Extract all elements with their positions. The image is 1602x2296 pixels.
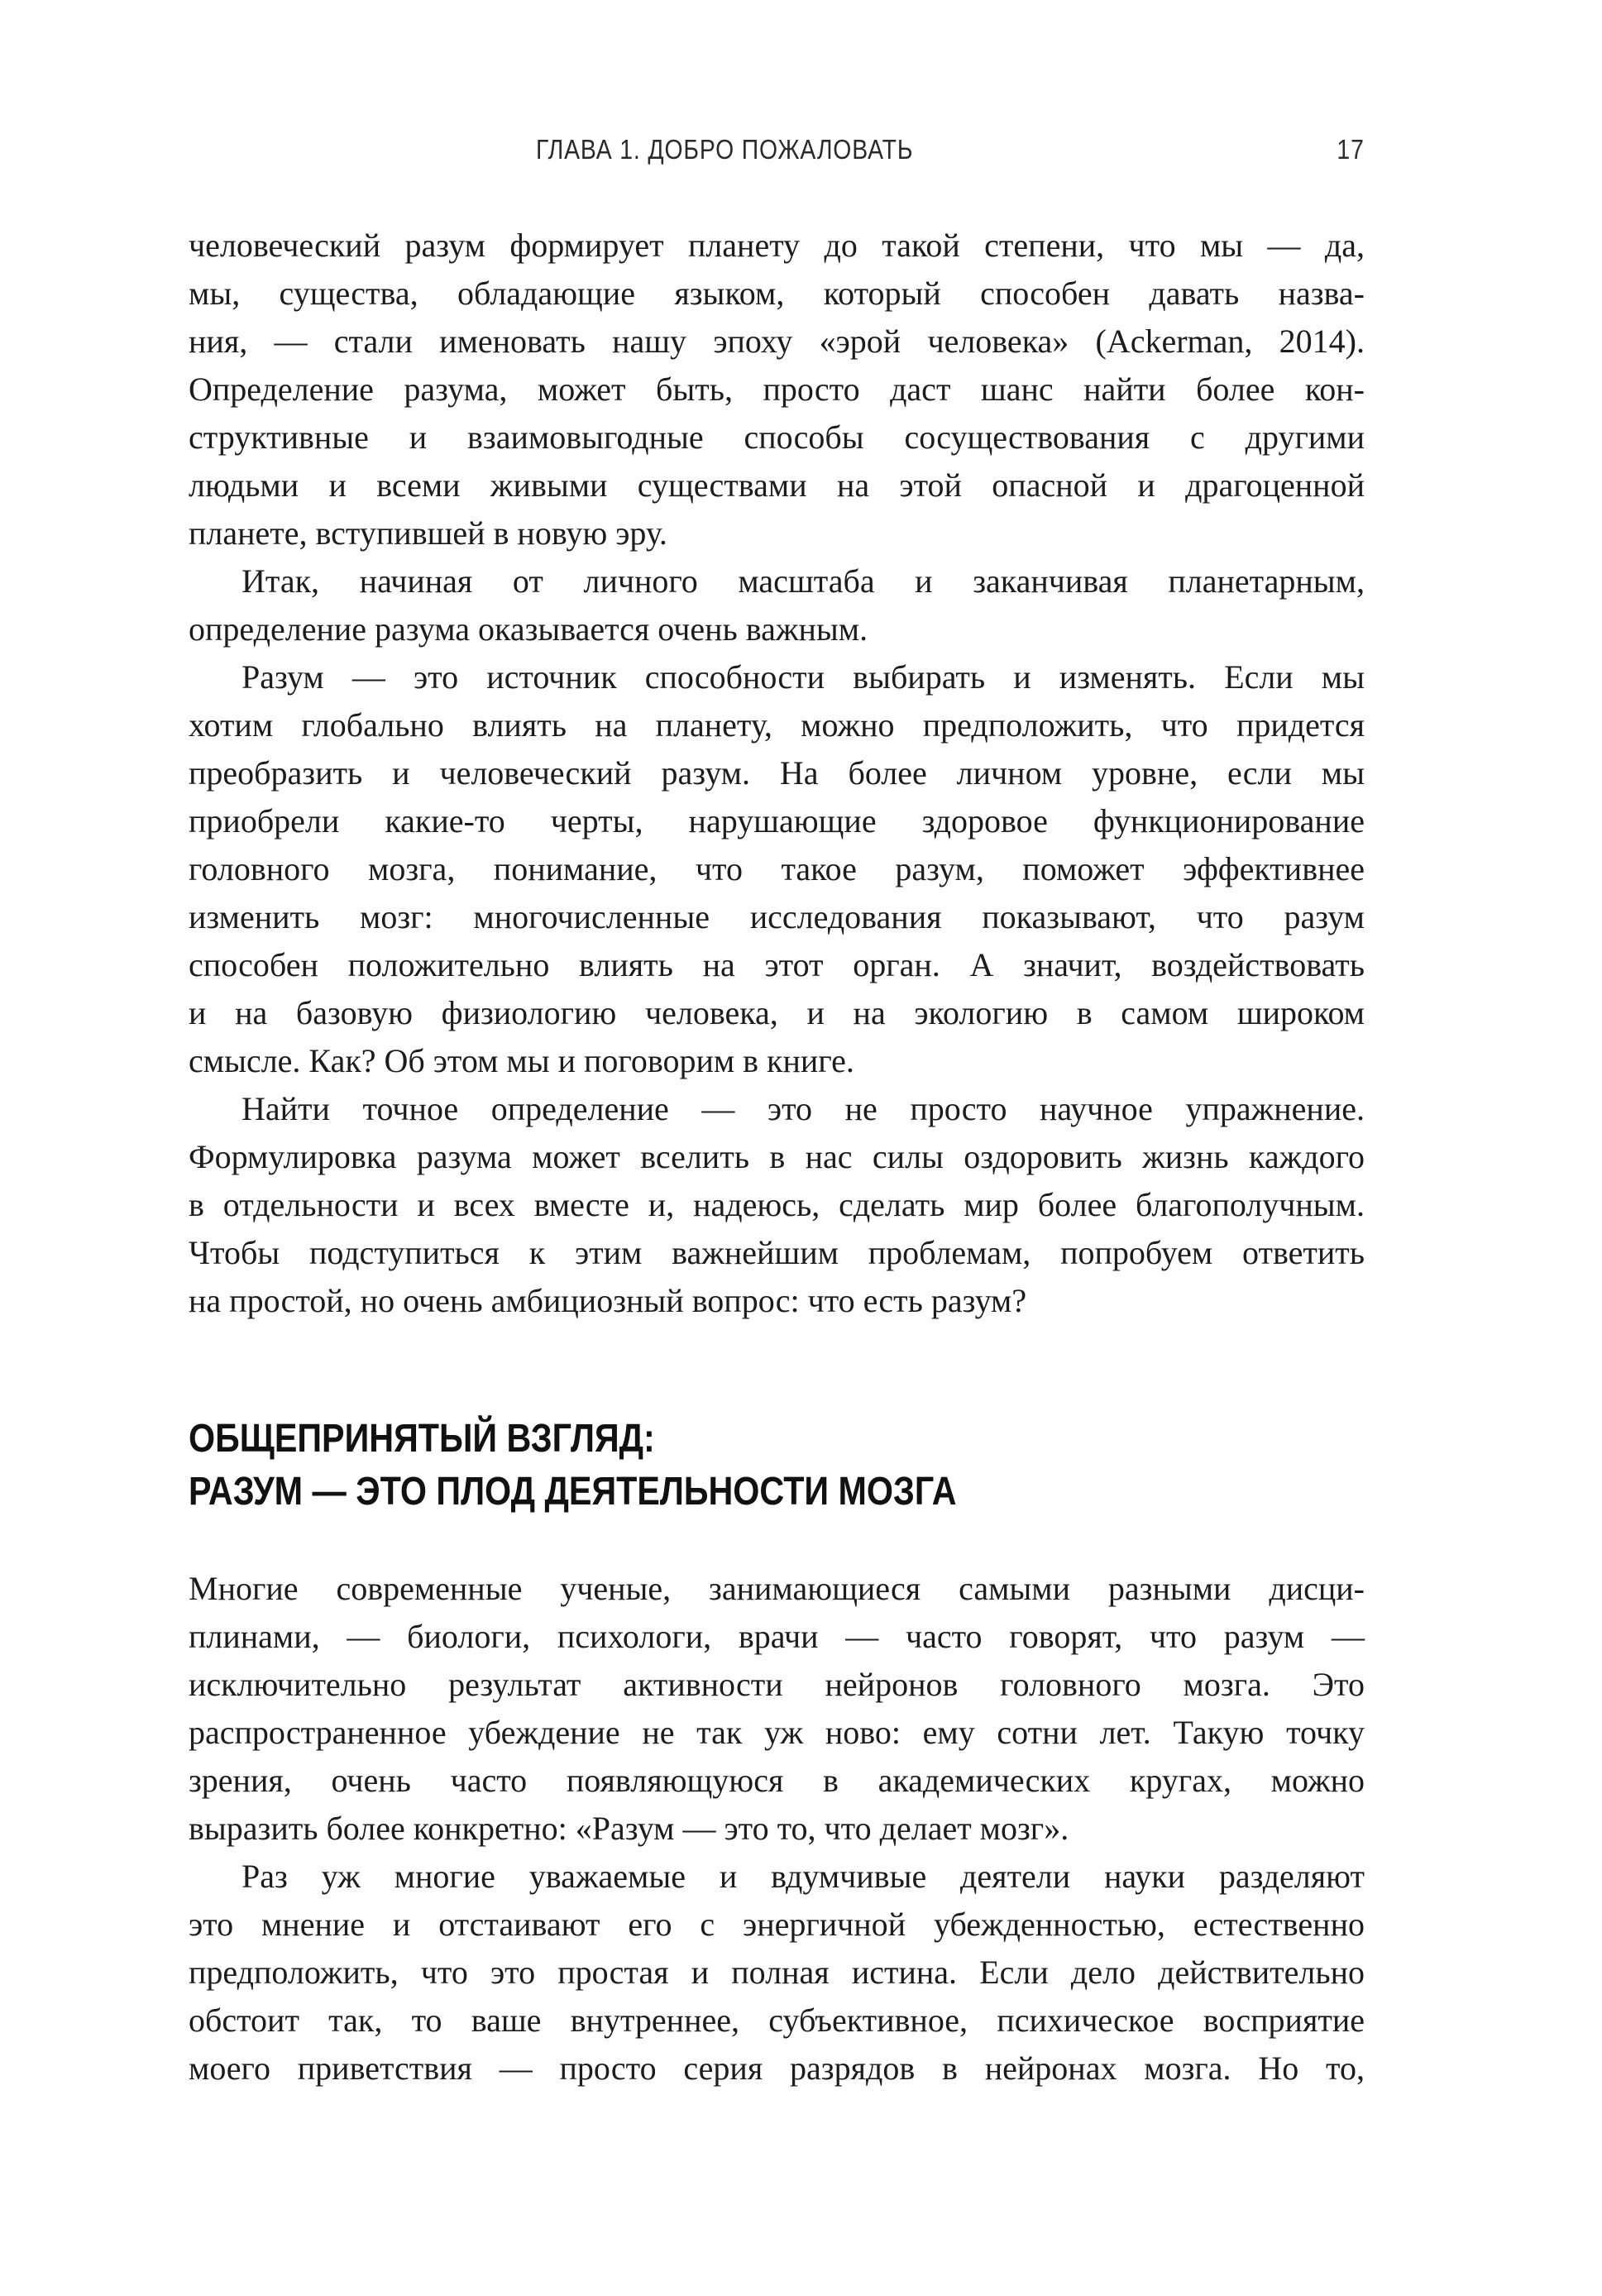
text-line: Найти точное определение — это не просто научное упражнение. xyxy=(241,1090,1365,1127)
text-line: зрения, очень часто появляющуюся в академических кругах, можно xyxy=(189,1762,1365,1799)
section-heading xyxy=(189,1413,1365,1519)
text-line: моего приветствия — просто серия разрядов в нейронах мозга. Но то, xyxy=(189,2050,1365,2087)
text-line: способен положительно влиять на этот орган. А значит, воздействовать xyxy=(189,946,1365,983)
text-line: это мнение и отстаивают его с энергичной убежденностью, естественно xyxy=(189,1906,1365,1943)
text-line: в отдельности и всех вместе и, надеюсь, сделать мир более благополучным. xyxy=(189,1186,1365,1223)
text-line: планете, вступившей в новую эру. xyxy=(189,514,667,552)
text-line: головного мозга, понимание, что такое разум, поможет эффективнее xyxy=(189,850,1365,887)
text-line: на простой, но очень амбициозный вопрос: что есть разум? xyxy=(189,1282,1027,1319)
body-text-section-1 xyxy=(189,222,1365,1325)
text-line: смысле. Как? Об этом мы и поговорим в книге. xyxy=(189,1042,854,1079)
text-line: хотим глобально влиять на планету, можно предположить, что придется xyxy=(189,706,1365,744)
section-heading-line-2: РАЗУМ — ЭТО ПЛОД ДЕЯТЕЛЬНОСТИ МОЗГА xyxy=(189,1470,957,1514)
page-number: 17 xyxy=(1337,134,1365,165)
text-line: изменить мозг: многочисленные исследования показывают, что разум xyxy=(189,898,1365,935)
text-line: предположить, что это простая и полная истина. Если дело действительно xyxy=(189,1954,1365,1991)
text-line: людьми и всеми живыми существами на этой опасной и драгоценной xyxy=(189,466,1365,504)
text-line: Формулировка разума может вселить в нас силы оздоровить жизнь каждого xyxy=(189,1138,1365,1175)
text-line: выразить более конкретно: «Разум — это то, что делает мозг». xyxy=(189,1810,1069,1847)
chapter-title: ГЛАВА 1. ДОБРО ПОЖАЛОВАТЬ xyxy=(536,134,914,165)
text-line: исключительно результат активности нейронов головного мозга. Это xyxy=(189,1666,1365,1703)
text-line: человеческий разум формирует планету до такой степени, что мы — да, xyxy=(189,227,1365,264)
text-line: приобрели какие-то черты, нарушающие здоровое функционирование xyxy=(189,802,1365,839)
text-line: определение разума оказывается очень важным. xyxy=(189,610,868,648)
text-line: Определение разума, может быть, просто даст шанс найти более кон- xyxy=(189,371,1365,408)
body-text-section-2 xyxy=(189,1565,1365,2093)
running-header xyxy=(189,134,1365,175)
section-heading-line-1: ОБЩЕПРИНЯТЫЙ ВЗГЛЯД: xyxy=(189,1417,655,1461)
text-line: структивные и взаимовыгодные способы сосуществования с другими xyxy=(189,419,1365,456)
text-line: преобразить и человеческий разум. На более личном уровне, если мы xyxy=(189,754,1365,792)
text-line: Чтобы подступиться к этим важнейшим проблемам, попробуем ответить xyxy=(189,1234,1365,1271)
text-line: ния, — стали именовать нашу эпоху «эрой человека» (Ackerman, 2014). xyxy=(189,323,1365,360)
text-line: Разум — это источник способности выбирать и изменять. Если мы xyxy=(241,658,1365,696)
text-line: распространенное убеждение не так уж ново: ему сотни лет. Такую точку xyxy=(189,1714,1365,1751)
text-line: плинами, — биологи, психологи, врачи — часто говорят, что разум — xyxy=(189,1618,1365,1655)
text-line: Раз уж многие уважаемые и вдумчивые деятели науки разделяют xyxy=(241,1858,1365,1895)
text-line: мы, существа, обладающие языком, который способен давать назва- xyxy=(189,275,1365,312)
text-line: и на базовую физиологию человека, и на экологию в самом широком xyxy=(189,994,1365,1031)
text-line: обстоит так, то ваше внутреннее, субъективное, психическое восприятие xyxy=(189,2002,1365,2039)
text-line: Многие современные ученые, занимающиеся самыми разными дисци- xyxy=(189,1570,1365,1607)
text-line: Итак, начиная от личного масштаба и заканчивая планетарным, xyxy=(241,562,1365,600)
